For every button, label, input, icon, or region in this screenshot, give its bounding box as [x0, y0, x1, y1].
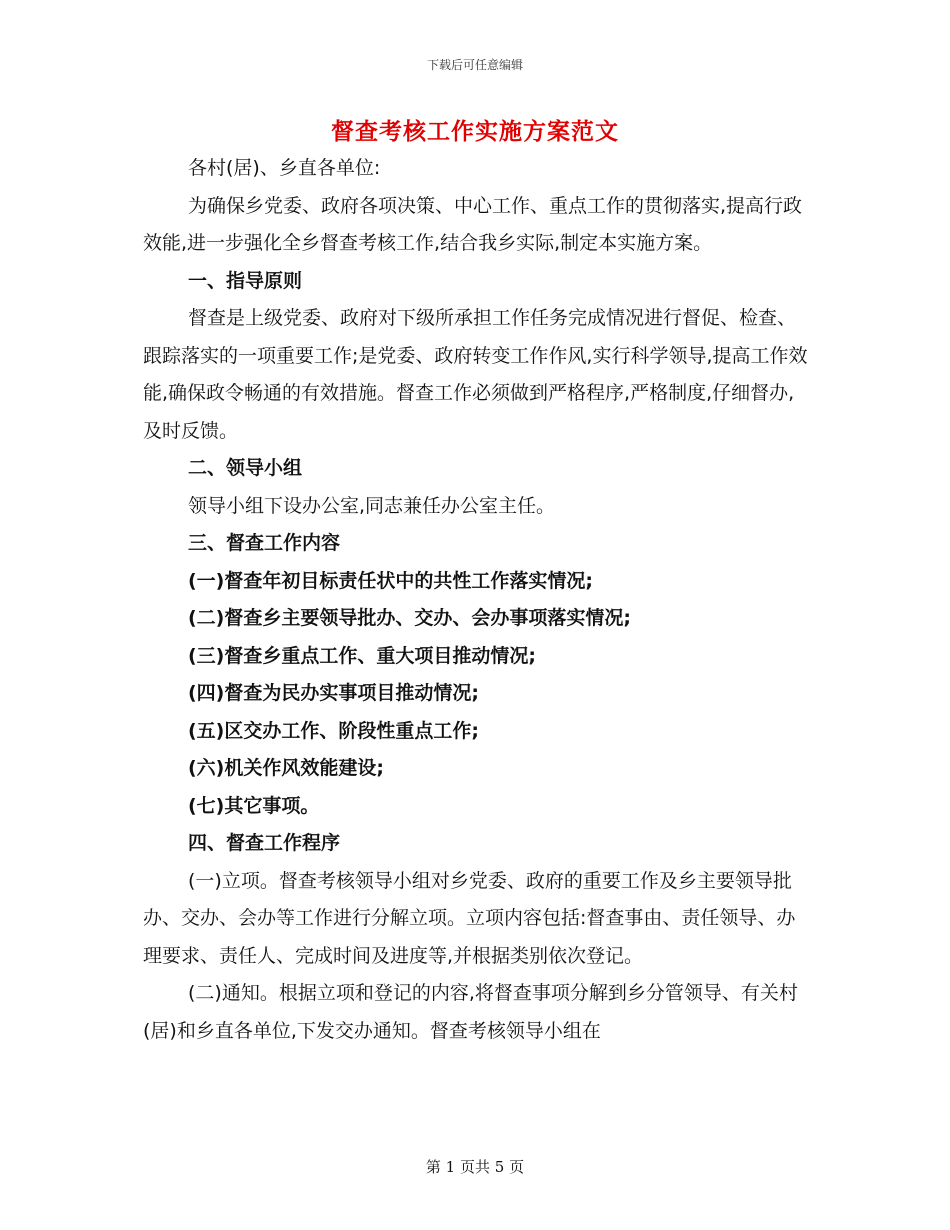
section3-item: (六)机关作风效能建设; [188, 757, 384, 779]
section1-heading: 一、指导原则 [188, 269, 303, 292]
section1-paragraph: 督查是上级党委、政府对下级所承担工作任务完成情况进行督促、检查、跟踪落实的一项重要工作;是党委、政府转变工作作风,实行科学领导,提高工作效能,确保政令畅通的有效措施。督查工作必须做到严格程序,严格制度,仔细督办,及时反馈。 [143, 307, 808, 442]
salutation: 各村(居)、乡直各单位: [188, 157, 381, 179]
header-note: 下载后可任意编辑 [426, 58, 523, 72]
section3-item: (一)督查年初目标责任状中的共性工作落实情况; [188, 569, 593, 592]
section4-paragraph: (二)通知。根据立项和登记的内容,将督查事项分解到乡分管领导、有关村(居)和乡直各单位,下发交办通知。督查考核领导小组在 [143, 982, 798, 1042]
section3-item: (二)督查乡主要领导批办、交办、会办事项落实情况; [188, 607, 631, 629]
document-title: 督查考核工作实施方案范文 [331, 119, 619, 145]
section3-item: (三)督查乡重点工作、重大项目推动情况; [188, 644, 536, 667]
page-number: 第 1 页共 5 页 [425, 1158, 525, 1176]
section3-item: (七)其它事项。 [188, 794, 320, 817]
intro-paragraph: 为确保乡党委、政府各项决策、中心工作、重点工作的贯彻落实,提高行政效能,进一步强化全乡督查考核工作,结合我乡实际,制定本实施方案。 [143, 194, 803, 254]
section3-item: (五)区交办工作、阶段性重点工作; [188, 719, 479, 742]
document-body [143, 150, 813, 1050]
section2-heading: 二、领导小组 [188, 457, 303, 479]
section2-paragraph: 领导小组下设办公室,同志兼任办公室主任。 [188, 494, 556, 517]
section4-heading: 四、督查工作程序 [188, 832, 341, 854]
section3-item: (四)督查为民办实事项目推动情况; [188, 682, 479, 704]
section3-heading: 三、督查工作内容 [188, 532, 341, 554]
section4-paragraph: (一)立项。督查考核领导小组对乡党委、政府的重要工作及乡主要领导批办、交办、会办等工作进行分解立项。立项内容包括:督查事由、责任领导、办理要求、责任人、完成时间及进度等,并根据类别依次登记。 [143, 869, 796, 967]
